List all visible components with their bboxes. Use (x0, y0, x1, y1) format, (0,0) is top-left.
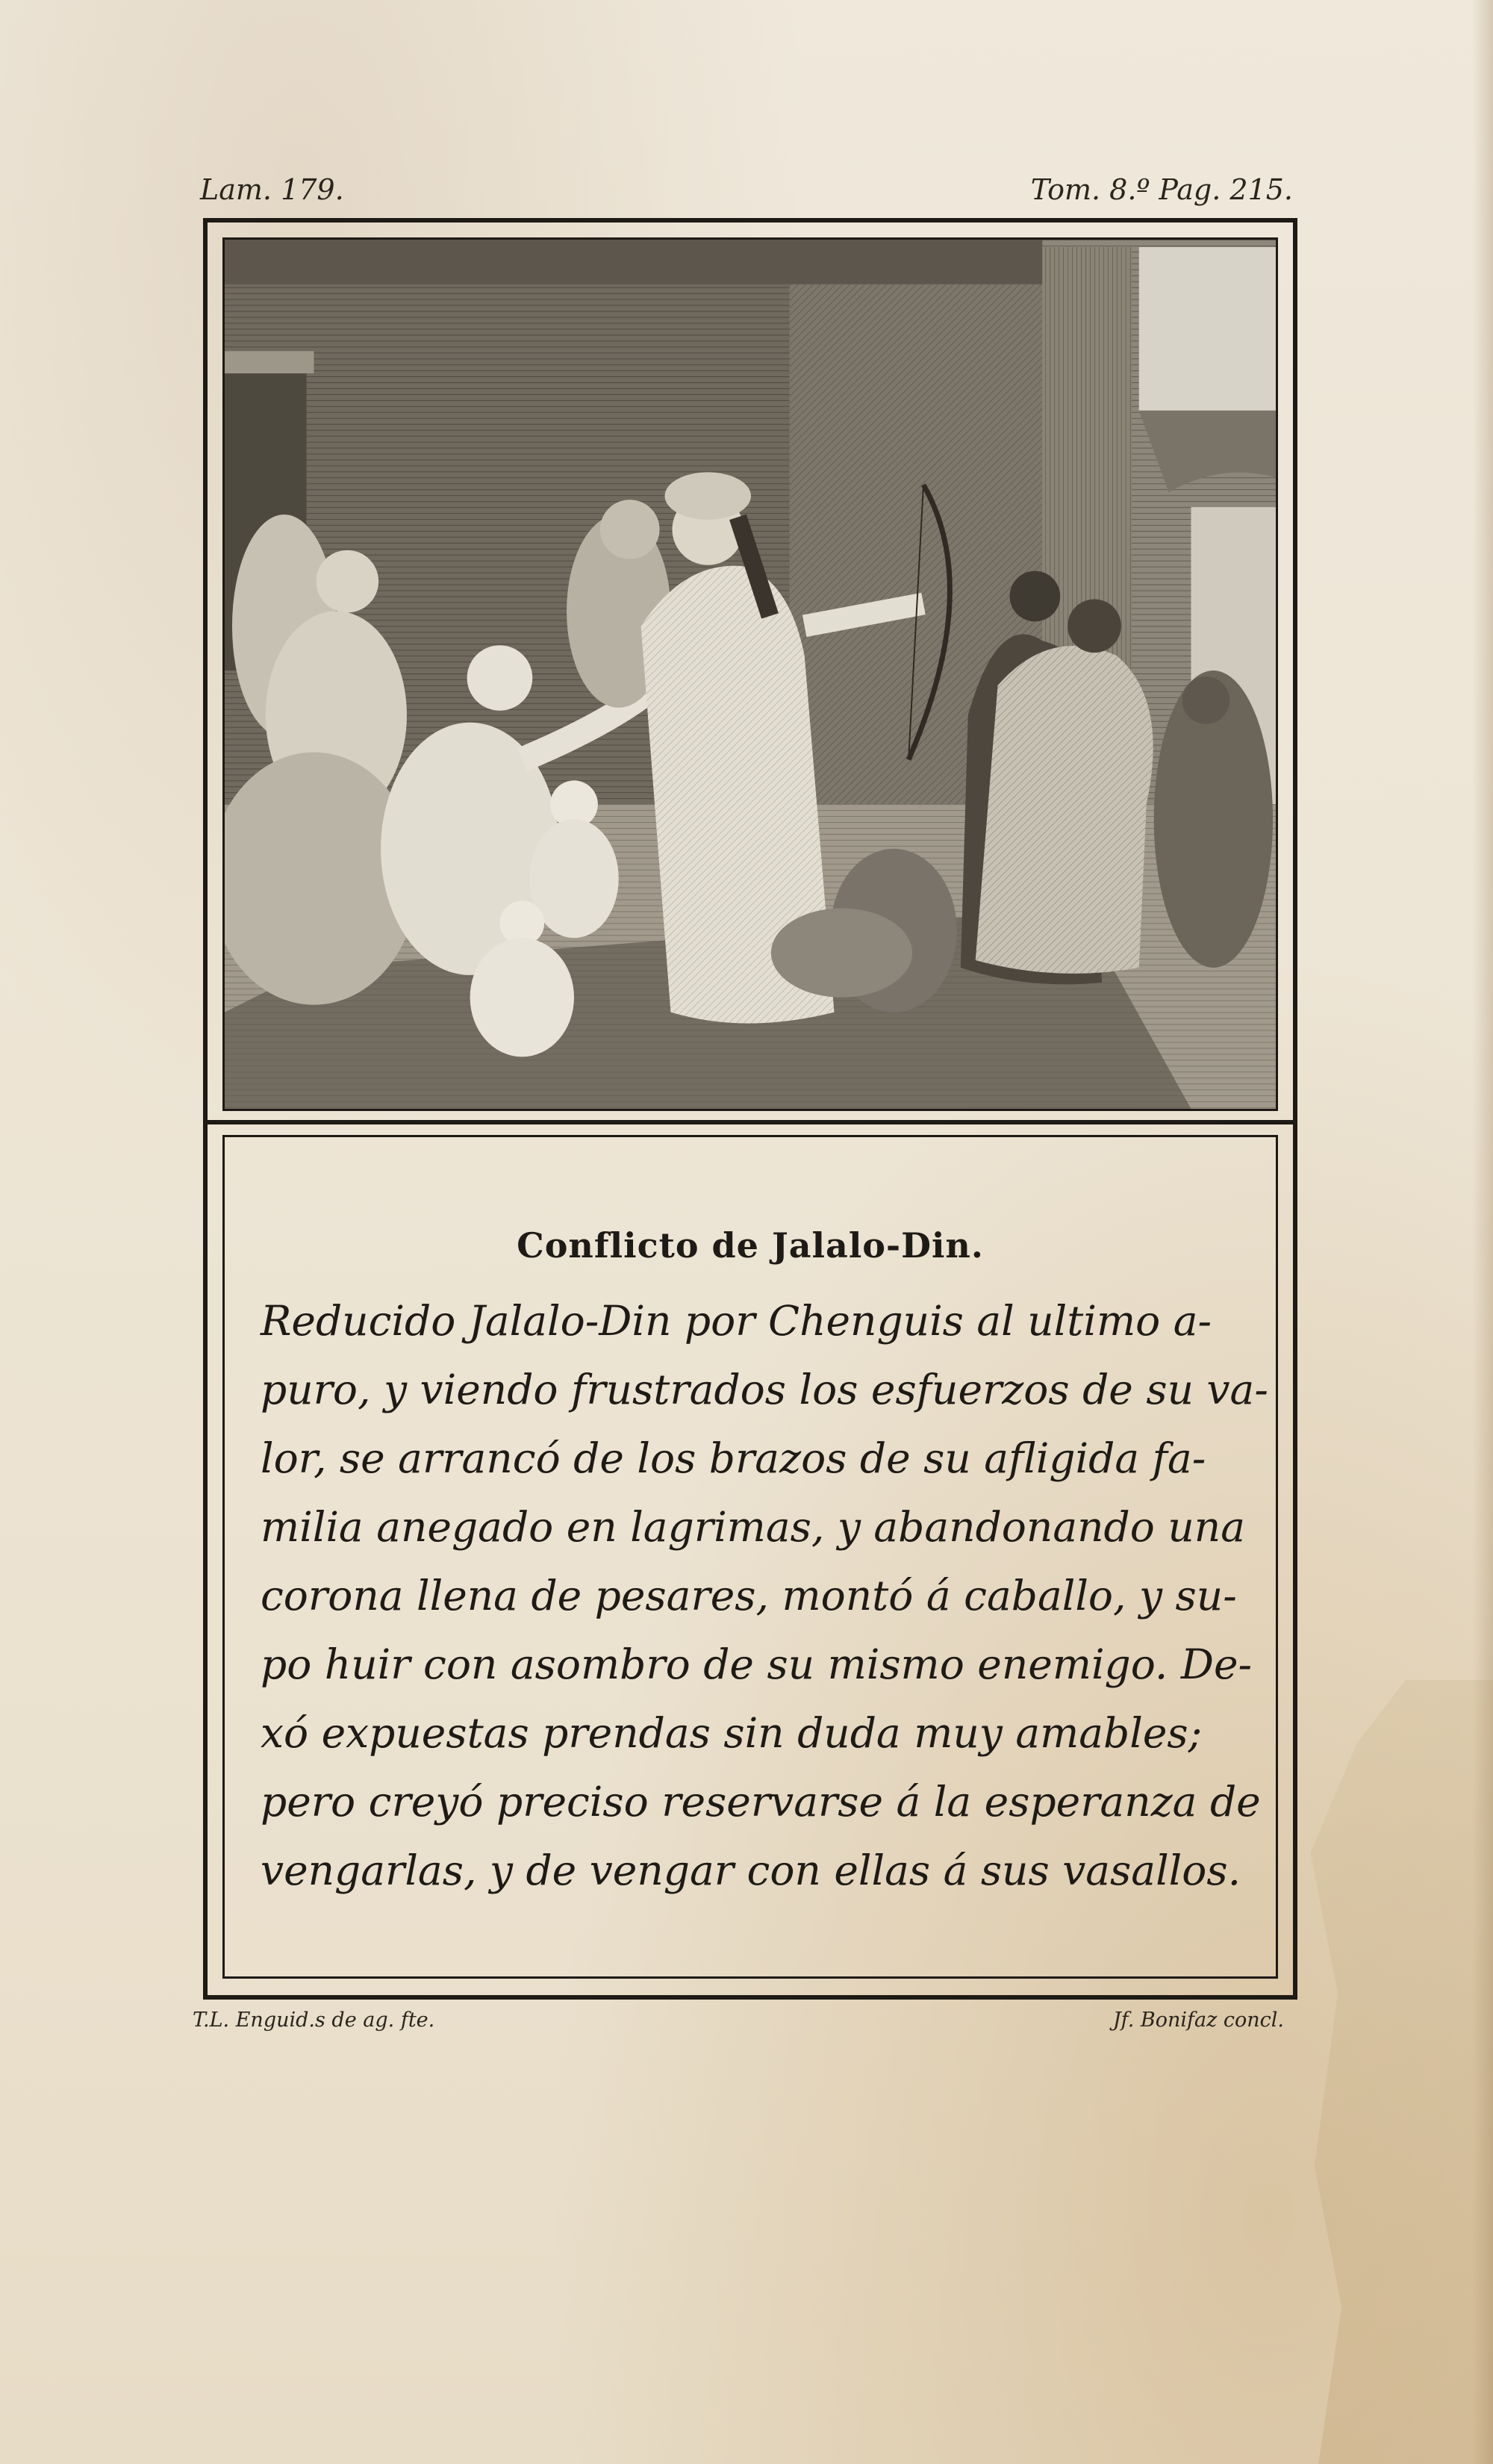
caption-line: puro, y viendo frustrados los esfuerzos de su va- (261, 1366, 1268, 1413)
finisher-credit: Jf. Bonifaz concl. (1112, 2009, 1284, 2032)
plate-number: Lam. 179. (200, 173, 344, 206)
volume-page-reference: Tom. 8.º Pag. 215. (1030, 173, 1293, 206)
engraving-scene (225, 240, 1276, 1109)
caption-title: Conflicto de Jalalo-Din. (517, 1225, 984, 1266)
caption-line: xó expuestas prendas sin duda muy amables; (261, 1709, 1203, 1757)
caption-body (261, 1287, 1268, 1905)
caption-box (222, 1135, 1278, 1979)
caption-line: lor, se arrancó de los brazos de su afligida fa- (261, 1434, 1206, 1482)
caption-line: vengarlas, y de vengar con ellas á sus vasallos. (261, 1847, 1241, 1894)
caption-line: pero creyó preciso reservarse á la esperanza de (261, 1778, 1261, 1826)
caption-line: corona llena de pesares, montó á caballo, y su- (261, 1572, 1237, 1620)
page-edge-shadow (1472, 0, 1493, 2464)
caption-line: Reducido Jalalo-Din por Chenguis al ultimo a- (261, 1297, 1212, 1345)
plate-divider-rule (208, 1120, 1293, 1124)
caption-line: po huir con asombro de su mismo enemigo. De- (261, 1640, 1253, 1688)
plate-frame (203, 218, 1297, 2000)
caption-line: milia anegado en lagrimas, y abandonando una (261, 1503, 1245, 1551)
engraver-credit: T.L. Enguid.s de ag. fte. (193, 2009, 435, 2032)
engraving-illustration (222, 237, 1278, 1111)
torn-paper-corner (1299, 1680, 1493, 2464)
